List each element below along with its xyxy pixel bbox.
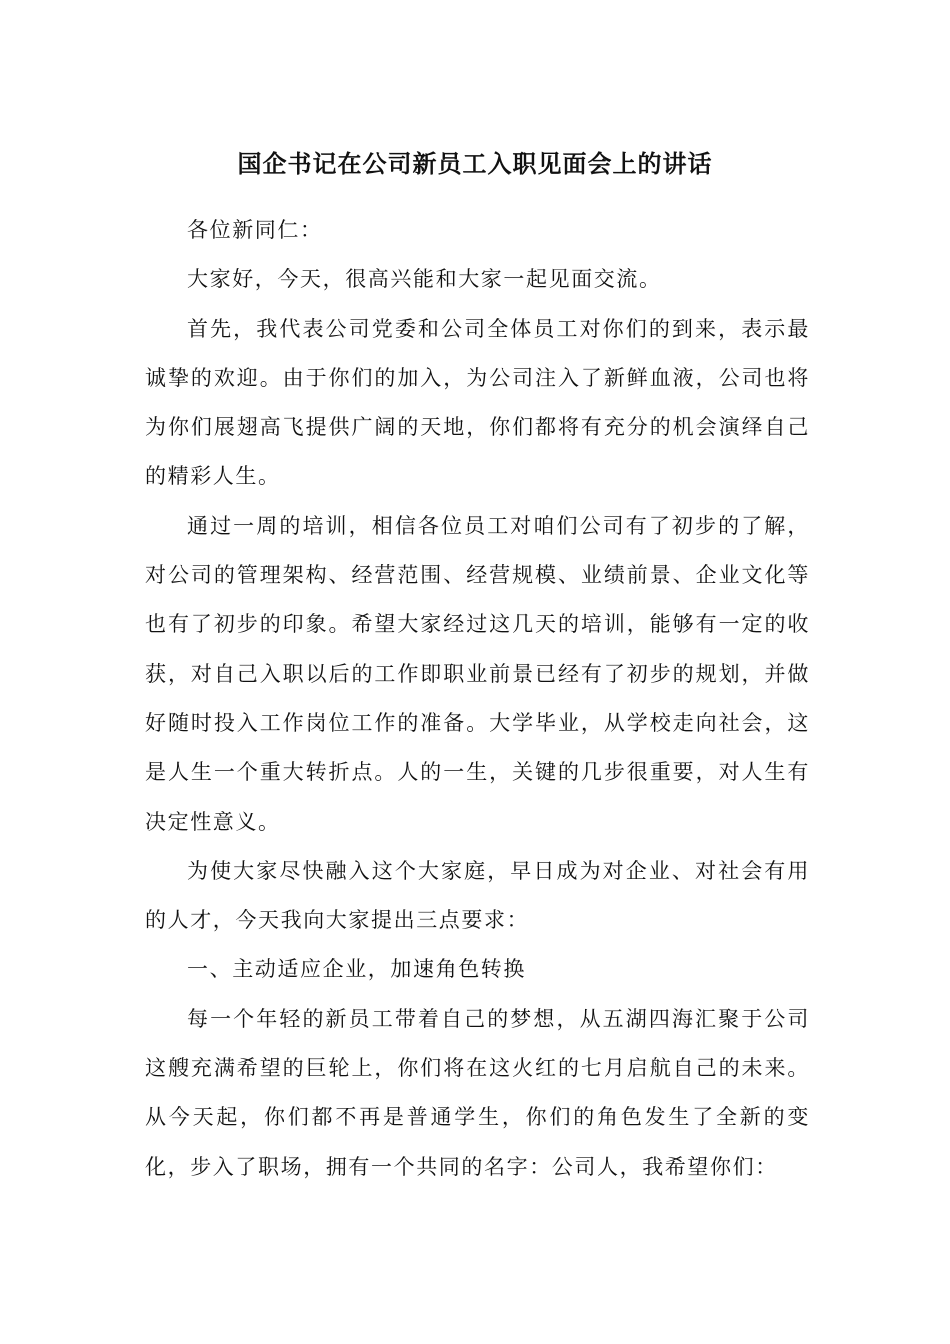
- document-title: 国企书记在公司新员工入职见面会上的讲话: [237, 149, 713, 178]
- paragraph-welcome: 首先，我代表公司党委和公司全体员工对你们的到来，表示最诚挚的欢迎。由于你们的加入，为公司注入了新鲜血液，公司也将为你们展翅高飞提供广阔的天地，你们都将有充分的机会演绎自己的精彩人生。: [145, 316, 810, 489]
- document-body: [145, 206, 810, 1192]
- salutation: 各位新同仁：: [187, 218, 323, 242]
- paragraph-section-1: 每一个年轻的新员工带着自己的梦想，从五湖四海汇聚于公司这艘充满希望的巨轮上，你们将在这火红的七月启航自己的未来。从今天起，你们都不再是普通学生，你们的角色发生了全新的变化，步入了职场，拥有一个共同的名字：公司人，我希望你们：: [145, 1006, 810, 1179]
- paragraph-requirements-intro: 为使大家尽快融入这个大家庭，早日成为对企业、对社会有用的人才，今天我向大家提出三点要求：: [145, 858, 810, 933]
- paragraph-greeting: 大家好，今天，很高兴能和大家一起见面交流。: [187, 267, 662, 292]
- paragraph-training: 通过一周的培训，相信各位员工对咱们公司有了初步的了解，对公司的管理架构、经营范围、经营规模、业绩前景、企业文化等也有了初步的印象。希望大家经过这几天的培训，能够有一定的收获，对自己入职以后的工作即职业前景已经有了初步的规划，并做好随时投入工作岗位工作的准备。大学毕业，从学校走向社会，这是人生一个重大转折点。人的一生，关键的几步很重要，对人生有决定性意义。: [145, 513, 810, 834]
- section-heading-1: 一、主动适应企业，加速角色转换: [187, 957, 526, 982]
